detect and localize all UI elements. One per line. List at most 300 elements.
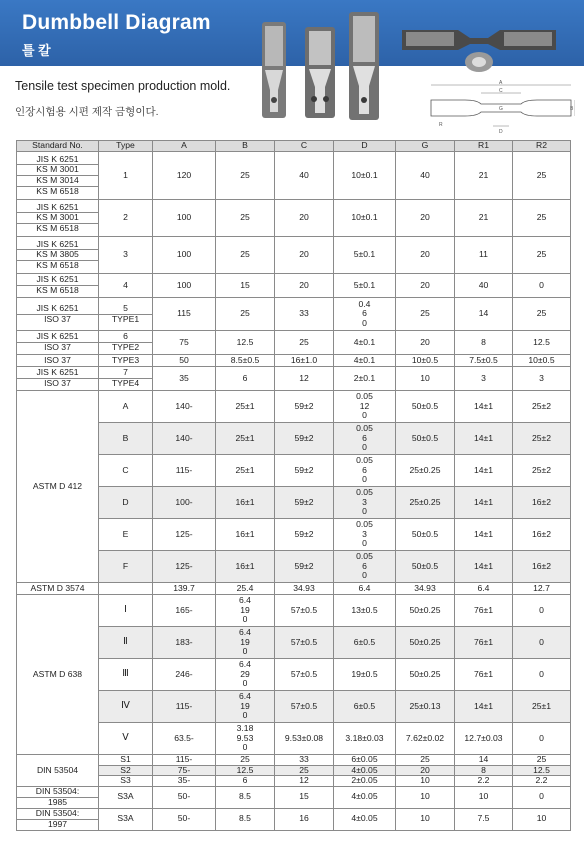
- value-line: 6: [362, 432, 367, 443]
- value-line: 3: [362, 496, 367, 507]
- value-cell: 100-: [153, 487, 216, 519]
- table-body: [17, 152, 571, 831]
- value-cell: 76±1: [455, 627, 513, 659]
- value-cell: 8.5±0.5: [216, 355, 275, 367]
- value-cell: 20: [396, 200, 455, 237]
- value-cell: 57±0.5: [275, 691, 334, 723]
- value-cell: 11: [455, 237, 513, 274]
- type-cell: C: [99, 455, 153, 487]
- mold-photo-1: [258, 20, 290, 120]
- table-row: [17, 298, 571, 331]
- column-header: R1: [455, 141, 513, 152]
- value-cell: [334, 455, 396, 487]
- value-cell: 6.4: [455, 583, 513, 595]
- value-cell: 50±0.25: [396, 595, 455, 627]
- value-cell: 50-: [153, 786, 216, 808]
- value-cell: 15: [275, 786, 334, 808]
- value-cell: 14: [455, 755, 513, 766]
- value-line: 0: [242, 678, 248, 689]
- value-cell: 6±0.5: [334, 627, 396, 659]
- value-cell: 140-: [153, 391, 216, 423]
- value-cell: 59±2: [275, 391, 334, 423]
- value-line: 3.18: [236, 723, 254, 734]
- value-cell: 20: [275, 200, 334, 237]
- value-line: 6.4: [239, 627, 251, 638]
- standard-name: JIS K 6251: [17, 203, 98, 214]
- value-cell: 10: [396, 808, 455, 830]
- standard-cell: [17, 808, 99, 830]
- type-cell: A: [99, 391, 153, 423]
- table-row: [17, 551, 571, 583]
- page-title: Dumbbell Diagram: [22, 11, 211, 34]
- type-cell: Ⅲ: [99, 659, 153, 691]
- column-header: A: [153, 141, 216, 152]
- value-cell: 20: [275, 274, 334, 298]
- column-header: C: [275, 141, 334, 152]
- standard-cell: [17, 355, 99, 367]
- value-cell: 115-: [153, 691, 216, 723]
- value-cell: 8: [455, 331, 513, 355]
- value-line: 12: [359, 400, 370, 411]
- value-cell: 5±0.1: [334, 274, 396, 298]
- value-cell: 5±0.1: [334, 237, 396, 274]
- table-row: [17, 723, 571, 755]
- value-cell: 59±2: [275, 519, 334, 551]
- type-cell: D: [99, 487, 153, 519]
- value-cell: 57±0.5: [275, 595, 334, 627]
- column-header: G: [396, 141, 455, 152]
- value-cell: [216, 691, 275, 723]
- value-cell: 16±1.0: [275, 355, 334, 367]
- value-cell: 21: [455, 152, 513, 200]
- standard-cell: [17, 786, 99, 808]
- value-line: TYPE4: [111, 378, 140, 388]
- value-cell: 25: [513, 200, 571, 237]
- value-line: 6: [99, 332, 152, 343]
- value-line: TYPE1: [111, 313, 140, 324]
- value-cell: 35: [153, 367, 216, 391]
- diagram-label-a: A: [499, 80, 503, 86]
- standard-name: ASTM D 3574: [30, 582, 85, 593]
- table-row: [17, 367, 571, 391]
- value-cell: 3.18±0.03: [334, 723, 396, 755]
- mold-photo-2: [302, 25, 338, 120]
- value-cell: 140-: [153, 423, 216, 455]
- value-cell: 10: [513, 808, 571, 830]
- type-cell: [99, 331, 153, 355]
- standard-cell: [17, 583, 99, 595]
- description-korean: 인장시험용 시편 제작 금형이다.: [15, 106, 159, 118]
- type-cell: 1: [99, 152, 153, 200]
- value-cell: 12.5: [513, 765, 571, 776]
- value-cell: [216, 595, 275, 627]
- value-cell: 6: [216, 776, 275, 787]
- type-cell: [99, 583, 153, 595]
- value-cell: 115-: [153, 455, 216, 487]
- value-cell: 34.93: [275, 583, 334, 595]
- value-cell: 25±2: [513, 455, 571, 487]
- value-cell: 20: [396, 331, 455, 355]
- standard-name: 1997: [47, 818, 68, 829]
- value-cell: 25±1: [216, 391, 275, 423]
- table-row: [17, 152, 571, 200]
- value-cell: 125-: [153, 551, 216, 583]
- standard-cell: [17, 274, 99, 298]
- value-cell: 50±0.5: [396, 519, 455, 551]
- standard-name: KS M 3001: [17, 213, 98, 224]
- value-cell: 40: [275, 152, 334, 200]
- standard-cell: [17, 331, 99, 355]
- value-line: 0.05: [356, 423, 373, 434]
- value-cell: 76±1: [455, 659, 513, 691]
- value-cell: 16±2: [513, 519, 571, 551]
- value-cell: 76±1: [455, 595, 513, 627]
- column-header: B: [216, 141, 275, 152]
- value-cell: 2±0.05: [334, 776, 396, 787]
- type-cell: S1: [99, 755, 153, 766]
- value-cell: [216, 659, 275, 691]
- value-line: 6.4: [239, 595, 251, 606]
- standard-name: KS M 3805: [17, 250, 98, 261]
- value-line: 0: [362, 538, 367, 549]
- value-line: 9.53: [236, 732, 254, 743]
- value-cell: 6±0.5: [334, 691, 396, 723]
- value-cell: 6±0.05: [334, 755, 396, 766]
- value-cell: 25±1: [513, 691, 571, 723]
- value-cell: 25: [513, 237, 571, 274]
- value-cell: 246-: [153, 659, 216, 691]
- standard-name: KS M 6518: [36, 259, 79, 270]
- value-cell: 25: [396, 298, 455, 331]
- table-row: [17, 765, 571, 776]
- standard-name: KS M 6518: [36, 185, 79, 196]
- value-cell: [334, 298, 396, 331]
- value-cell: 14±1: [455, 391, 513, 423]
- value-cell: 10±0.5: [396, 355, 455, 367]
- value-cell: 12: [275, 776, 334, 787]
- table-row: [17, 455, 571, 487]
- table-row: [17, 237, 571, 274]
- table-row: [17, 691, 571, 723]
- value-cell: 16±1: [216, 487, 275, 519]
- value-cell: 25±0.25: [396, 455, 455, 487]
- value-cell: 3: [455, 367, 513, 391]
- value-cell: 10: [396, 786, 455, 808]
- standard-cell: [17, 152, 99, 200]
- value-cell: 25: [275, 331, 334, 355]
- value-cell: 25: [513, 755, 571, 766]
- value-cell: 25: [216, 755, 275, 766]
- value-cell: 0: [513, 786, 571, 808]
- value-line: 6: [362, 308, 367, 319]
- value-cell: 100: [153, 274, 216, 298]
- column-header: D: [334, 141, 396, 152]
- standard-name: JIS K 6251: [17, 275, 98, 286]
- type-cell: 4: [99, 274, 153, 298]
- value-cell: 25±2: [513, 391, 571, 423]
- diagram-label-r: R: [439, 122, 443, 128]
- value-cell: 59±2: [275, 487, 334, 519]
- type-cell: S3: [99, 776, 153, 787]
- value-line: 0.05: [356, 391, 373, 402]
- value-cell: 50: [153, 355, 216, 367]
- standard-cell: [17, 391, 99, 583]
- value-line: 0.05: [356, 455, 373, 466]
- value-cell: 20: [396, 765, 455, 776]
- value-line: 0: [242, 742, 248, 753]
- value-cell: 10±0.5: [513, 355, 571, 367]
- value-cell: 59±2: [275, 455, 334, 487]
- value-cell: 75: [153, 331, 216, 355]
- standard-name: KS M 3014: [17, 176, 98, 187]
- value-cell: 59±2: [275, 423, 334, 455]
- value-cell: 7.5: [455, 808, 513, 830]
- value-line: 3: [362, 528, 367, 539]
- value-cell: 16±1: [216, 519, 275, 551]
- description-english: Tensile test specimen production mold.: [15, 79, 231, 93]
- value-cell: 15: [216, 274, 275, 298]
- mold-photo-4: [398, 16, 560, 84]
- diagram-label-b: B: [570, 106, 574, 112]
- value-cell: 0: [513, 723, 571, 755]
- table-row: [17, 808, 571, 830]
- value-cell: 59±2: [275, 551, 334, 583]
- value-cell: 10: [396, 367, 455, 391]
- standard-cell: [17, 595, 99, 755]
- value-cell: 75-: [153, 765, 216, 776]
- value-cell: 25: [396, 755, 455, 766]
- value-cell: [334, 423, 396, 455]
- value-cell: 20: [396, 274, 455, 298]
- value-cell: 7.62±0.02: [396, 723, 455, 755]
- value-cell: 14±1: [455, 519, 513, 551]
- table-row: [17, 331, 571, 355]
- value-cell: 7.5±0.5: [455, 355, 513, 367]
- value-cell: 14±1: [455, 551, 513, 583]
- standard-name: ISO 37: [44, 378, 71, 388]
- value-cell: 14: [455, 298, 513, 331]
- table-row: [17, 274, 571, 298]
- value-cell: 50-: [153, 808, 216, 830]
- value-cell: 10: [455, 786, 513, 808]
- value-line: 6: [362, 464, 367, 475]
- value-line: 0.05: [356, 519, 373, 530]
- value-cell: 57±0.5: [275, 659, 334, 691]
- value-cell: 21: [455, 200, 513, 237]
- value-line: 0: [362, 570, 367, 581]
- value-cell: 2±0.1: [334, 367, 396, 391]
- value-cell: 14±1: [455, 423, 513, 455]
- value-cell: 40: [396, 152, 455, 200]
- specification-table: [16, 140, 571, 831]
- value-cell: 8: [455, 765, 513, 776]
- value-cell: 4±0.05: [334, 786, 396, 808]
- table-row: [17, 200, 571, 237]
- value-line: 0.05: [356, 487, 373, 498]
- value-cell: 100: [153, 200, 216, 237]
- value-cell: [334, 487, 396, 519]
- value-cell: 2.2: [455, 776, 513, 787]
- page-subtitle: 틀 칼: [22, 43, 51, 58]
- value-line: 0: [362, 506, 367, 517]
- value-line: 6: [362, 560, 367, 571]
- standard-name: 1985: [47, 796, 68, 807]
- type-cell: [99, 367, 153, 391]
- value-line: 0.05: [356, 551, 373, 562]
- standard-name: JIS K 6251: [17, 240, 98, 251]
- value-cell: 16±2: [513, 551, 571, 583]
- standard-name: JIS K 6251: [17, 304, 98, 315]
- type-cell: TYPE3: [99, 355, 153, 367]
- value-cell: 115: [153, 298, 216, 331]
- specimen-dimension-diagram: [425, 80, 575, 136]
- standard-cell: [17, 200, 99, 237]
- table-header: [17, 141, 571, 152]
- value-cell: 0: [513, 659, 571, 691]
- table-row: [17, 391, 571, 423]
- value-line: 19: [240, 604, 250, 615]
- value-cell: 25±0.25: [396, 487, 455, 519]
- standard-name: JIS K 6251: [17, 155, 98, 166]
- value-cell: 139.7: [153, 583, 216, 595]
- table-row: [17, 786, 571, 808]
- value-cell: 120: [153, 152, 216, 200]
- standard-cell: [17, 298, 99, 331]
- value-cell: 50±0.25: [396, 627, 455, 659]
- table-row: [17, 776, 571, 787]
- standard-name: DIN 53504:: [17, 787, 98, 798]
- type-cell: Ⅰ: [99, 595, 153, 627]
- value-cell: 115-: [153, 755, 216, 766]
- value-cell: 50±0.5: [396, 423, 455, 455]
- value-cell: 33: [275, 755, 334, 766]
- value-cell: 35-: [153, 776, 216, 787]
- value-line: 29: [240, 668, 250, 679]
- value-line: 19: [240, 700, 250, 711]
- standard-name: ISO 37: [44, 313, 71, 324]
- value-cell: [216, 723, 275, 755]
- value-cell: 14±1: [455, 455, 513, 487]
- value-cell: [216, 627, 275, 659]
- value-cell: 183-: [153, 627, 216, 659]
- value-line: 5: [99, 304, 152, 315]
- value-line: 19: [240, 636, 250, 647]
- value-cell: 125-: [153, 519, 216, 551]
- standard-cell: [17, 755, 99, 787]
- standard-name: DIN 53504:: [17, 809, 98, 820]
- value-line: 0: [362, 442, 367, 453]
- value-cell: 50±0.5: [396, 391, 455, 423]
- value-cell: 12: [275, 367, 334, 391]
- value-line: 0: [362, 410, 367, 421]
- table-row: [17, 355, 571, 367]
- value-cell: 16: [275, 808, 334, 830]
- type-cell: S2: [99, 765, 153, 776]
- value-cell: 16±1: [216, 551, 275, 583]
- standard-name: ASTM D 412: [32, 480, 83, 491]
- type-cell: Ⅳ: [99, 691, 153, 723]
- value-line: 0: [242, 614, 248, 625]
- diagram-label-c: C: [499, 88, 503, 94]
- value-line: 0: [362, 474, 367, 485]
- value-cell: 25: [216, 200, 275, 237]
- value-cell: 8.5: [216, 786, 275, 808]
- value-cell: 25: [513, 298, 571, 331]
- value-cell: 4±0.1: [334, 331, 396, 355]
- value-line: 0: [362, 317, 367, 328]
- type-cell: F: [99, 551, 153, 583]
- value-cell: [334, 551, 396, 583]
- value-cell: 8.5: [216, 808, 275, 830]
- value-cell: 2.2: [513, 776, 571, 787]
- value-cell: 9.53±0.08: [275, 723, 334, 755]
- value-cell: 12.7±0.03: [455, 723, 513, 755]
- table-row: [17, 583, 571, 595]
- value-line: 7: [99, 368, 152, 379]
- type-cell: E: [99, 519, 153, 551]
- value-cell: 34.93: [396, 583, 455, 595]
- value-cell: 25±1: [216, 455, 275, 487]
- value-cell: 0: [513, 627, 571, 659]
- value-cell: 14±1: [455, 691, 513, 723]
- value-line: 0: [242, 646, 248, 657]
- value-cell: 0: [513, 595, 571, 627]
- type-cell: Ⅱ: [99, 627, 153, 659]
- column-header: Type: [99, 141, 153, 152]
- value-cell: 3: [513, 367, 571, 391]
- value-line: 0.4: [358, 298, 371, 309]
- value-cell: 50±0.5: [396, 551, 455, 583]
- value-cell: 25±0.13: [396, 691, 455, 723]
- column-header: R2: [513, 141, 571, 152]
- standard-name: ISO 37: [44, 342, 71, 352]
- standard-name: KS M 6518: [36, 285, 79, 295]
- standard-name: KS M 3001: [17, 165, 98, 176]
- standard-name: ISO 37: [44, 354, 71, 365]
- table-row: [17, 487, 571, 519]
- value-cell: 12.5: [216, 331, 275, 355]
- standard-cell: [17, 237, 99, 274]
- value-cell: 25: [216, 298, 275, 331]
- value-cell: 25: [216, 152, 275, 200]
- value-cell: 40: [455, 274, 513, 298]
- value-cell: 25±2: [513, 423, 571, 455]
- value-line: TYPE2: [111, 342, 140, 352]
- value-cell: 13±0.5: [334, 595, 396, 627]
- value-cell: 12.7: [513, 583, 571, 595]
- value-cell: 63.5-: [153, 723, 216, 755]
- value-cell: 10±0.1: [334, 152, 396, 200]
- type-cell: S3A: [99, 808, 153, 830]
- value-cell: [334, 391, 396, 423]
- column-header: Standard No.: [17, 141, 99, 152]
- value-cell: 50±0.25: [396, 659, 455, 691]
- value-cell: 25±1: [216, 423, 275, 455]
- value-cell: 25: [275, 765, 334, 776]
- diagram-label-d: D: [499, 129, 503, 135]
- value-line: 0: [242, 710, 248, 721]
- standard-name: KS M 6518: [36, 222, 79, 233]
- value-cell: 16±2: [513, 487, 571, 519]
- value-cell: 4±0.05: [334, 765, 396, 776]
- value-cell: 6: [216, 367, 275, 391]
- diagram-label-g: G: [499, 106, 503, 112]
- type-cell: 3: [99, 237, 153, 274]
- standard-name: ASTM D 638: [32, 668, 83, 679]
- value-cell: 20: [275, 237, 334, 274]
- value-cell: 100: [153, 237, 216, 274]
- value-line: 6.4: [239, 659, 251, 670]
